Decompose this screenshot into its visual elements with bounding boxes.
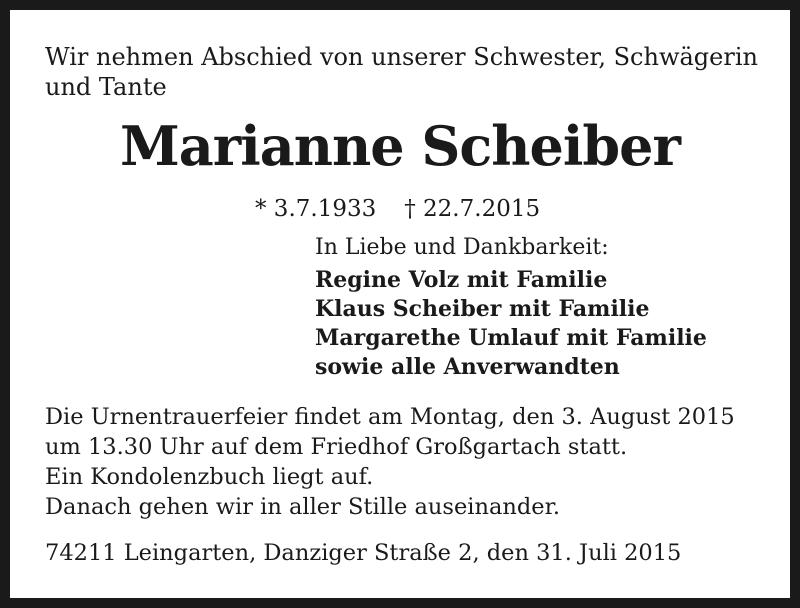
mourner-item: sowie alle Anverwandten <box>315 354 620 380</box>
info-line: um 13.30 Uhr auf dem Friedhof Großgartach statt. <box>45 434 628 460</box>
address-line: 74211 Leingarten, Danziger Straße 2, den 31. Juli 2015 <box>45 540 682 566</box>
info-line: Ein Kondolenzbuch liegt auf. <box>45 464 374 490</box>
life-dates <box>255 194 540 224</box>
mourner-item: Regine Volz mit Familie <box>315 267 608 293</box>
thanks-line: In Liebe und Dankbarkeit: <box>315 235 609 260</box>
deceased-name: Marianne Scheiber <box>120 114 680 178</box>
mourner-item: Klaus Scheiber mit Familie <box>315 296 650 322</box>
intro-text <box>45 42 765 102</box>
birth-date: * 3.7.1933 <box>255 196 377 222</box>
intro-line-2: und Tante <box>45 73 167 101</box>
mourners-list <box>315 266 707 382</box>
obituary-notice <box>10 10 790 598</box>
death-date: † 22.7.2015 <box>404 196 541 222</box>
ceremony-info <box>45 402 735 522</box>
intro-line-1: Wir nehmen Abschied von unserer Schwester, Schwägerin <box>45 43 758 71</box>
info-line: Die Urnentrauerfeier findet am Montag, den 3. August 2015 <box>45 404 735 430</box>
info-line: Danach gehen wir in aller Stille auseinander. <box>45 494 561 520</box>
mourner-item: Margarethe Umlauf mit Familie <box>315 325 707 351</box>
